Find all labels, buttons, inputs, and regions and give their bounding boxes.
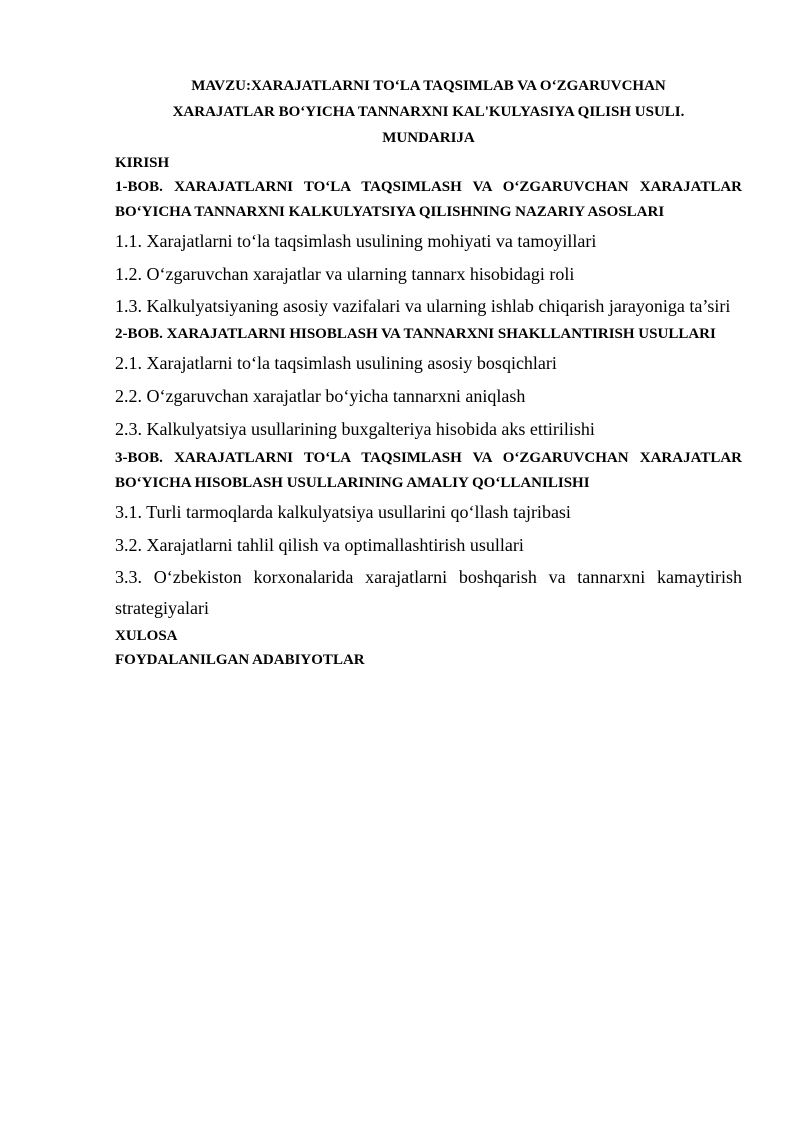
document-page [115, 73, 742, 672]
toc-section-2-1: 2.1. Xarajatlarni to‘la taqsimlash usulining asosiy bosqichlari [115, 353, 557, 373]
document-title [115, 73, 742, 151]
toc-references: FOYDALANILGAN ADABIYOTLAR [115, 652, 365, 668]
title-line-1: MAVZU:XARAJATLARNI TO‘LA TAQSIMLAB VA O‘ZGARUVCHAN [191, 78, 666, 94]
toc-section-2-2: 2.2. O‘zgaruvchan xarajatlar bo‘yicha tannarxni aniqlash [115, 386, 526, 406]
toc-section-3-2: 3.2. Xarajatlarni tahlil qilish va optimallashtirish usullari [115, 535, 524, 555]
toc-section-1-3: 1.3. Kalkulyatsiyaning asosiy vazifalari va ularning ishlab chiqarish jarayoniga ta’siri [115, 296, 731, 316]
toc-intro: KIRISH [115, 155, 170, 171]
toc-chapter-2-heading: 2-BOB. XARAJATLARNI HISOBLASH VA TANNARXNI SHAKLLANTIRISH USULLARI [115, 326, 716, 342]
toc-section-2-3: 2.3. Kalkulyatsiya usullarining buxgalteriya hisobida aks ettirilishi [115, 419, 595, 439]
toc-chapter-1-heading: 1-BOB. XARAJATLARNI TO‘LA TAQSIMLASH VA O‘ZGARUVCHAN XARAJATLAR BO‘YICHA TANNARXNI KALKULYATSIYA QILISHNING NAZARIY ASOSLARI [115, 179, 742, 220]
toc-section-3-1: 3.1. Turli tarmoqlarda kalkulyatsiya usullarini qo‘llash tajribasi [115, 502, 571, 522]
contents-heading: MUNDARIJA [382, 130, 475, 146]
toc-section-1-1: 1.1. Xarajatlarni to‘la taqsimlash usulining mohiyati va tamoyillari [115, 231, 597, 251]
toc-conclusion: XULOSA [115, 628, 178, 644]
title-line-2: XARAJATLAR BO‘YICHA TANNARXNI KAL'KULYASIYA QILISH USULI. [172, 104, 685, 120]
toc-section-1-2: 1.2. O‘zgaruvchan xarajatlar va ularning tannarx hisobidagi roli [115, 264, 575, 284]
toc-section-3-3: 3.3. O‘zbekiston korxonalarida xarajatlarni boshqarish va tannarxni kamaytirish strategiyalari [115, 567, 742, 618]
toc-chapter-3-heading: 3-BOB. XARAJATLARNI TO‘LA TAQSIMLASH VA O‘ZGARUVCHAN XARAJATLAR BO‘YICHA HISOBLASH USULLARINING AMALIY QO‘LLANILISHI [115, 450, 742, 491]
